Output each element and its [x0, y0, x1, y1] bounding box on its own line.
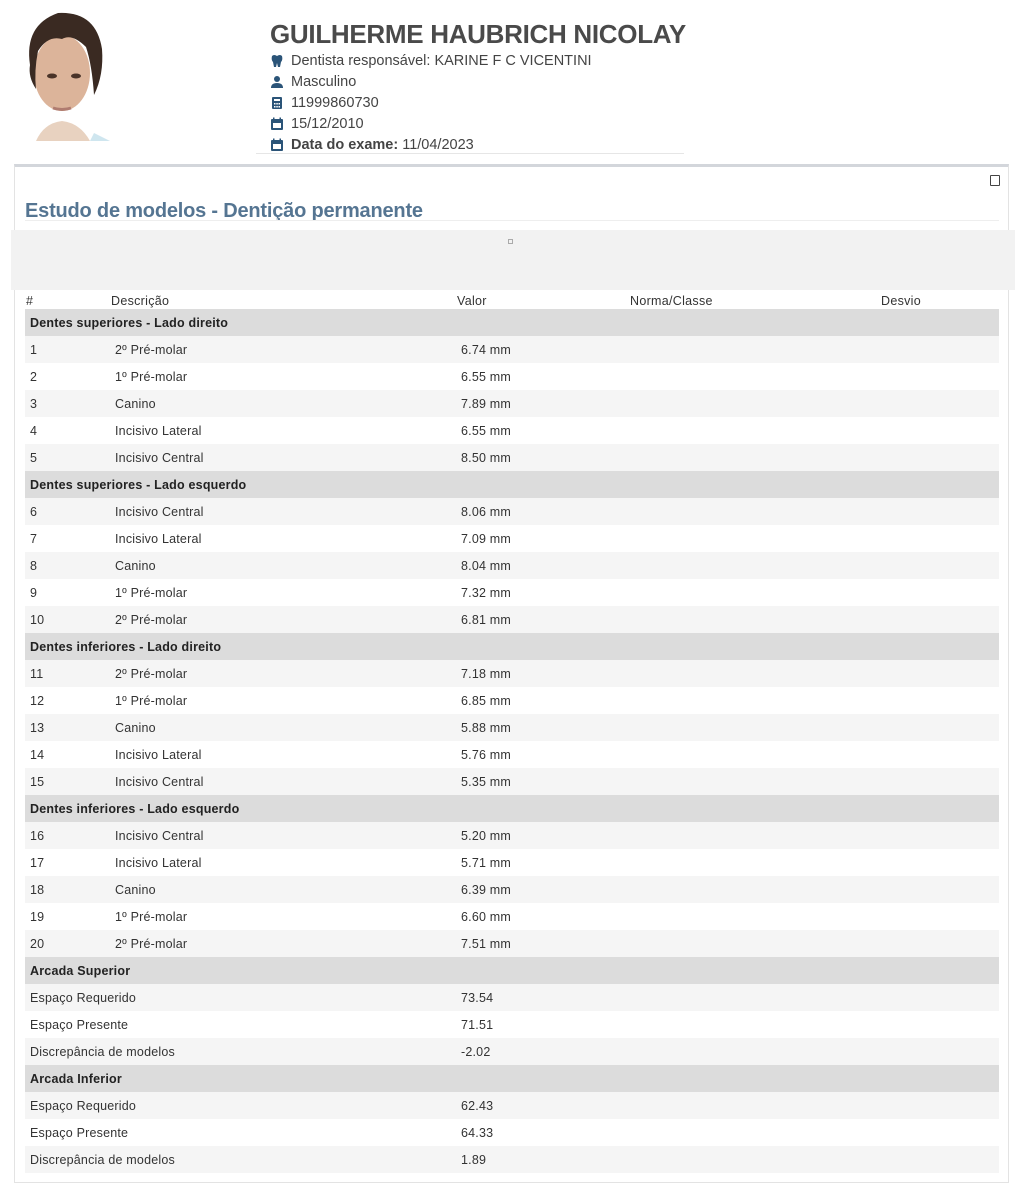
- table-cell: Dentes inferiores - Lado esquerdo: [25, 795, 999, 822]
- birth-info: [270, 113, 990, 134]
- table-cell: [880, 984, 999, 1011]
- report-title: Estudo de modelos - Dentição permanente: [25, 200, 423, 222]
- table-cell: 7.32 mm: [461, 585, 512, 600]
- table-cell: [880, 579, 999, 606]
- column-header: Norma/Classe: [630, 293, 713, 308]
- table-cell: Incisivo Central: [110, 444, 456, 471]
- table-cell: [880, 498, 999, 525]
- table-cell: [629, 984, 880, 1011]
- table-cell: 7.51 mm: [456, 930, 629, 957]
- group-header-row: [25, 795, 999, 822]
- dentist-info: [270, 50, 990, 71]
- table-cell: 13: [25, 714, 110, 741]
- table-cell: Dentes superiores - Lado direito: [25, 309, 999, 336]
- table-cell: 5.88 mm: [456, 714, 629, 741]
- table-cell: 8.06 mm: [456, 498, 629, 525]
- table-cell: [629, 1011, 880, 1038]
- table-cell: [880, 741, 999, 768]
- table-cell: [880, 849, 999, 876]
- table-cell: 73.54: [456, 984, 629, 1011]
- table-cell: Dentes superiores - Lado esquerdo: [25, 471, 999, 498]
- table-cell: 7.89 mm: [456, 390, 629, 417]
- image-placeholder: [11, 230, 1015, 290]
- table-cell: [880, 1146, 999, 1173]
- table-cell: Incisivo Lateral: [115, 423, 202, 438]
- dentist-label: Dentista responsável:: [291, 52, 431, 69]
- table-cell: [880, 903, 999, 930]
- table-cell: 6.39 mm: [456, 876, 629, 903]
- table-cell: [880, 552, 999, 579]
- calendar-icon: [270, 117, 284, 131]
- table-cell: [629, 1146, 880, 1173]
- table-cell: 6.85 mm: [461, 693, 512, 708]
- table-cell: [629, 390, 880, 417]
- table-row: [25, 363, 999, 390]
- table-cell: 2: [30, 369, 38, 384]
- table-cell: Discrepância de modelos: [25, 1038, 456, 1065]
- table-cell: [880, 822, 999, 849]
- table-row: [25, 606, 999, 633]
- table-cell: 5.76 mm: [461, 747, 512, 762]
- table-cell: [629, 498, 880, 525]
- table-cell: 6.55 mm: [461, 423, 512, 438]
- summary-row: [25, 1092, 999, 1119]
- table-cell: 6.81 mm: [456, 606, 629, 633]
- table-row: [25, 714, 999, 741]
- table-cell: [629, 660, 880, 687]
- table-row: [25, 930, 999, 957]
- table-cell: 2º Pré-molar: [110, 660, 456, 687]
- table-cell: [629, 849, 880, 876]
- dentist-name: KARINE F C VICENTINI: [434, 52, 592, 69]
- table-cell: Dentes inferiores - Lado direito: [25, 633, 999, 660]
- patient-photo: [14, 5, 110, 141]
- table-cell: 11: [25, 660, 110, 687]
- table-cell: 7: [30, 531, 38, 546]
- table-cell: 12: [30, 693, 45, 708]
- table-cell: [880, 660, 999, 687]
- table-cell: 3: [25, 390, 110, 417]
- patient-header: [270, 18, 990, 155]
- summary-row: [25, 1011, 999, 1038]
- table-cell: Discrepância de modelos: [25, 1146, 456, 1173]
- table-cell: 8: [25, 552, 110, 579]
- table-cell: [880, 687, 999, 714]
- table-cell: Incisivo Lateral: [115, 855, 202, 870]
- table-cell: 6: [25, 498, 110, 525]
- summary-row: [25, 1038, 999, 1065]
- table-cell: Canino: [110, 876, 456, 903]
- header-divider: [256, 153, 684, 154]
- table-cell: 20: [25, 930, 110, 957]
- table-cell: Incisivo Lateral: [115, 747, 202, 762]
- table-cell: [629, 930, 880, 957]
- table-cell: [880, 1038, 999, 1065]
- table-cell: [629, 363, 880, 390]
- table-cell: Canino: [110, 390, 456, 417]
- table-cell: 18: [25, 876, 110, 903]
- table-cell: [880, 1011, 999, 1038]
- column-header: #: [26, 293, 34, 308]
- table-cell: [880, 336, 999, 363]
- table-cell: [629, 822, 880, 849]
- tooth-icon: [270, 54, 284, 68]
- table-row: [25, 552, 999, 579]
- broken-image-icon: [508, 239, 513, 244]
- table-row: [25, 660, 999, 687]
- patient-name: GUILHERME HAUBRICH NICOLAY: [270, 19, 686, 49]
- table-cell: [629, 741, 880, 768]
- table-cell: [629, 1119, 880, 1146]
- table-cell: [880, 714, 999, 741]
- measurements-table: [25, 292, 999, 1173]
- table-cell: -2.02: [456, 1038, 629, 1065]
- table-cell: [629, 903, 880, 930]
- note-icon[interactable]: [990, 175, 1000, 186]
- table-cell: 8.04 mm: [456, 552, 629, 579]
- calendar-icon: [270, 138, 284, 152]
- table-cell: Canino: [110, 552, 456, 579]
- table-cell: Incisivo Central: [110, 768, 456, 795]
- exam-label: Data do exame:: [291, 136, 399, 153]
- exam-info: [270, 134, 990, 155]
- table-row: [25, 336, 999, 363]
- table-cell: 5.35 mm: [456, 768, 629, 795]
- table-cell: [629, 579, 880, 606]
- table-cell: Arcada Superior: [25, 957, 999, 984]
- table-cell: 19: [30, 909, 45, 924]
- table-cell: 2º Pré-molar: [110, 930, 456, 957]
- table-cell: [880, 363, 999, 390]
- table-cell: [880, 444, 999, 471]
- table-cell: 15: [25, 768, 110, 795]
- table-cell: [629, 687, 880, 714]
- column-header: Desvio: [881, 293, 922, 308]
- table-row: [25, 741, 999, 768]
- table-cell: 1º Pré-molar: [115, 369, 188, 384]
- table-cell: 62.43: [456, 1092, 629, 1119]
- table-cell: Espaço Presente: [30, 1125, 129, 1140]
- table-cell: 64.33: [461, 1125, 494, 1140]
- table-row: [25, 768, 999, 795]
- column-header: Descrição: [111, 293, 170, 308]
- table-cell: 1º Pré-molar: [115, 909, 188, 924]
- table-cell: 1: [25, 336, 110, 363]
- table-cell: 1º Pré-molar: [115, 585, 188, 600]
- table-cell: Incisivo Central: [110, 822, 456, 849]
- table-cell: Espaço Presente: [30, 1017, 129, 1032]
- table-row: [25, 876, 999, 903]
- table-row: [25, 417, 999, 444]
- table-cell: [880, 1092, 999, 1119]
- table-cell: [629, 606, 880, 633]
- table-cell: [880, 606, 999, 633]
- table-row: [25, 687, 999, 714]
- table-cell: [880, 876, 999, 903]
- table-row: [25, 390, 999, 417]
- group-header-row: [25, 633, 999, 660]
- table-cell: Arcada Inferior: [25, 1065, 999, 1092]
- table-cell: [629, 552, 880, 579]
- table-cell: 14: [30, 747, 45, 762]
- summary-row: [25, 1119, 999, 1146]
- table-cell: [629, 444, 880, 471]
- table-cell: 4: [30, 423, 38, 438]
- patient-birthdate: 15/12/2010: [291, 115, 364, 132]
- table-cell: [629, 336, 880, 363]
- table-cell: 5.71 mm: [461, 855, 512, 870]
- group-header-row: [25, 471, 999, 498]
- group-header-row: [25, 957, 999, 984]
- table-row: [25, 444, 999, 471]
- user-icon: [270, 75, 284, 89]
- table-cell: 1.89: [456, 1146, 629, 1173]
- table-cell: 2º Pré-molar: [110, 336, 456, 363]
- exam-date: 11/04/2023: [402, 136, 474, 153]
- table-cell: Espaço Requerido: [25, 984, 456, 1011]
- table-cell: [880, 525, 999, 552]
- table-row: [25, 903, 999, 930]
- table-cell: 16: [25, 822, 110, 849]
- patient-sex: Masculino: [291, 73, 357, 90]
- table-cell: 71.51: [461, 1017, 494, 1032]
- table-cell: Espaço Requerido: [25, 1092, 456, 1119]
- table-cell: [880, 1119, 999, 1146]
- column-header: Valor: [457, 293, 487, 308]
- table-row: [25, 498, 999, 525]
- patient-phone: 11999860730: [291, 94, 379, 111]
- table-cell: 6.60 mm: [461, 909, 512, 924]
- table-cell: 7.18 mm: [456, 660, 629, 687]
- table-cell: 17: [30, 855, 45, 870]
- sex-info: [270, 71, 990, 92]
- table-cell: Incisivo Central: [110, 498, 456, 525]
- summary-row: [25, 984, 999, 1011]
- summary-row: [25, 1146, 999, 1173]
- table-cell: 6.55 mm: [461, 369, 512, 384]
- table-cell: [629, 1038, 880, 1065]
- table-cell: 7.09 mm: [461, 531, 512, 546]
- table-row: [25, 579, 999, 606]
- table-cell: [880, 417, 999, 444]
- group-header-row: [25, 1065, 999, 1092]
- table-row: [25, 525, 999, 552]
- table-cell: [629, 1092, 880, 1119]
- table-cell: 9: [30, 585, 38, 600]
- table-cell: [629, 525, 880, 552]
- table-cell: [629, 714, 880, 741]
- title-divider: [25, 220, 999, 221]
- table-cell: 5.20 mm: [456, 822, 629, 849]
- table-row: [25, 822, 999, 849]
- table-cell: 8.50 mm: [456, 444, 629, 471]
- table-cell: 5: [25, 444, 110, 471]
- table-cell: 1º Pré-molar: [115, 693, 188, 708]
- group-header-row: [25, 309, 999, 336]
- phone-info: [270, 92, 990, 113]
- table-cell: [880, 390, 999, 417]
- table-cell: Canino: [110, 714, 456, 741]
- table-cell: 6.74 mm: [456, 336, 629, 363]
- table-cell: [629, 417, 880, 444]
- report-panel: [14, 164, 1009, 1183]
- calculator-icon: [270, 96, 284, 110]
- table-cell: 10: [25, 606, 110, 633]
- table-cell: [880, 930, 999, 957]
- table-cell: [880, 768, 999, 795]
- table-cell: Incisivo Lateral: [115, 531, 202, 546]
- table-row: [25, 849, 999, 876]
- table-cell: [629, 768, 880, 795]
- table-cell: 2º Pré-molar: [110, 606, 456, 633]
- table-cell: [629, 876, 880, 903]
